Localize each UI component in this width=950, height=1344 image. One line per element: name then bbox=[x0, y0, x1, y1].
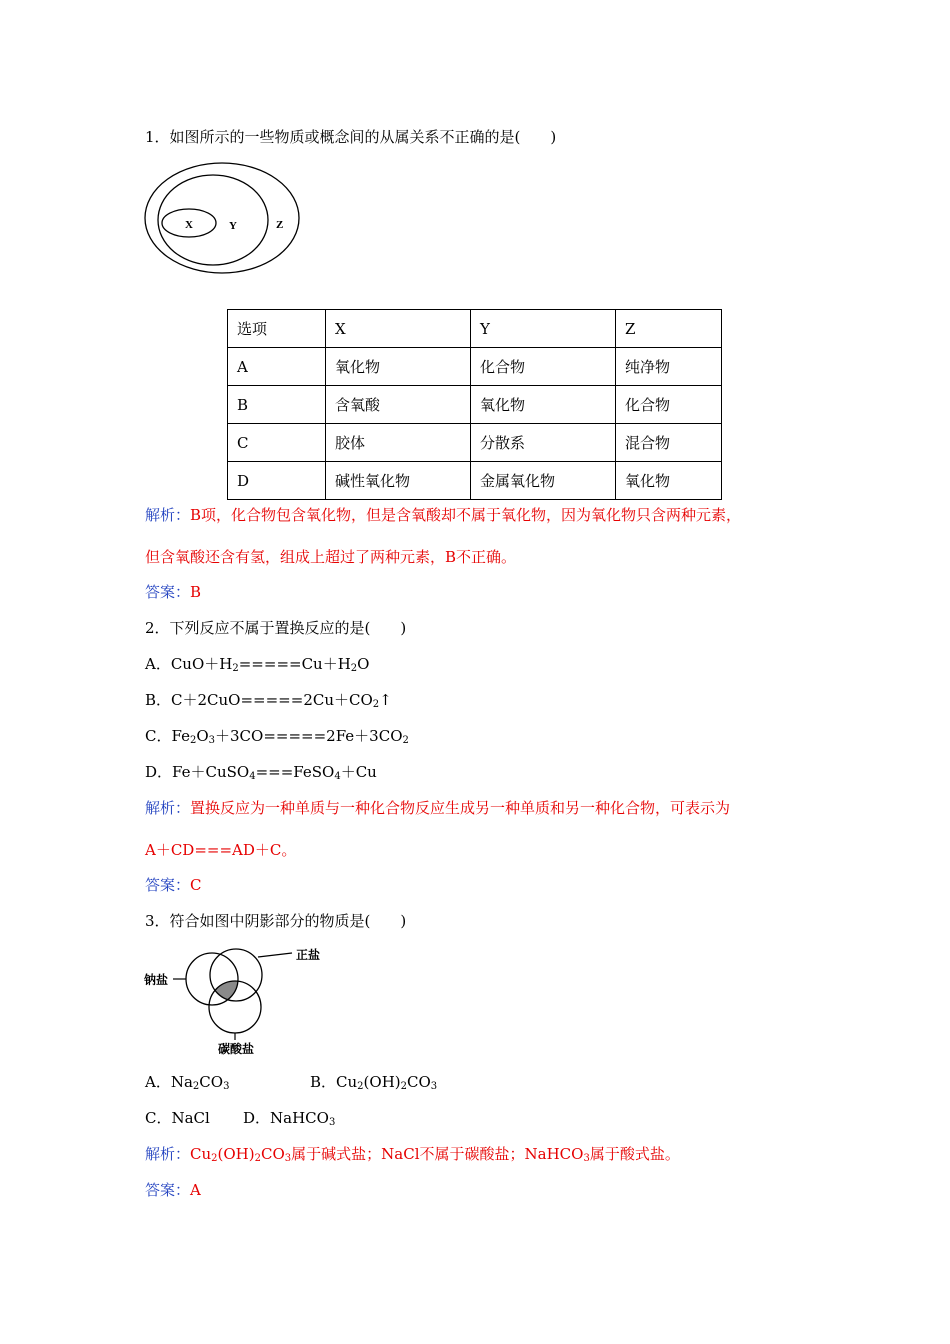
answer-label: 答案： bbox=[145, 1181, 191, 1199]
answer-label: 答案： bbox=[145, 583, 191, 601]
up-arrow-icon: ↑ bbox=[379, 691, 392, 709]
subscript: 2 bbox=[189, 735, 197, 746]
table-row bbox=[228, 424, 722, 462]
option-text: A．CuO＋H bbox=[145, 655, 233, 673]
q3-option-b bbox=[310, 1072, 437, 1097]
table-row bbox=[228, 386, 722, 424]
q2-option-c bbox=[145, 726, 409, 751]
q2-option-b bbox=[145, 690, 392, 715]
table-cell: 氧化物 bbox=[616, 462, 722, 500]
subscript: 3 bbox=[583, 1153, 590, 1164]
table-cell: 金属氧化物 bbox=[471, 462, 616, 500]
q2-option-a bbox=[145, 654, 369, 679]
table-cell: A bbox=[228, 348, 326, 386]
table-cell: 氧化物 bbox=[471, 386, 616, 424]
q2-option-d bbox=[145, 762, 377, 787]
diagram-z-label: Z bbox=[276, 219, 284, 231]
diagram-y-label: Y bbox=[229, 220, 237, 232]
option-text: B．C＋2CuO=====2Cu＋CO bbox=[145, 691, 373, 709]
analysis-text: 置换反应为一种单质与一种化合物反应生成另一种单质和另一种化合物，可表示为 bbox=[190, 799, 731, 817]
q3-option-a bbox=[145, 1072, 229, 1097]
table-row bbox=[228, 348, 722, 386]
q1-analysis-cont: 但含氧酸还含有氢，组成上超过了两种元素，B不正确。 bbox=[145, 548, 517, 566]
q3-answer bbox=[145, 1180, 201, 1200]
table-cell: B bbox=[228, 386, 326, 424]
q2-answer bbox=[145, 875, 202, 895]
answer-value: A bbox=[190, 1181, 201, 1199]
table-cell: 氧化物 bbox=[326, 348, 471, 386]
subscript: 2 bbox=[232, 663, 239, 674]
table-cell: 分散系 bbox=[471, 424, 616, 462]
analysis-label: 解析： bbox=[145, 506, 191, 524]
subscript: 2 bbox=[402, 735, 409, 746]
q2-analysis bbox=[145, 798, 730, 818]
table-header-cell: X bbox=[326, 310, 471, 348]
table-row bbox=[228, 462, 722, 500]
table-cell: 含氧酸 bbox=[326, 386, 471, 424]
options-table bbox=[227, 309, 722, 500]
analysis-part: (OH) bbox=[217, 1145, 255, 1163]
subscript: 3 bbox=[223, 1081, 230, 1092]
venn-diagram bbox=[140, 943, 340, 1059]
subscript: 2 bbox=[357, 1081, 364, 1092]
q1-analysis bbox=[145, 505, 741, 525]
q3-stem: 3．符合如图中阴影部分的物质是( ) bbox=[145, 912, 407, 930]
table-header-cell: Y bbox=[471, 310, 616, 348]
option-text: ===FeSO bbox=[255, 763, 335, 781]
option-text: D．Fe＋CuSO bbox=[145, 763, 250, 781]
analysis-part: Cu bbox=[190, 1145, 212, 1163]
subscript: 2 bbox=[254, 1153, 261, 1164]
subscript: 3 bbox=[328, 1117, 336, 1128]
option-text: CO bbox=[199, 1073, 224, 1091]
analysis-part: 属于碱式盐；NaCl不属于碳酸盐；NaHCO bbox=[291, 1145, 584, 1163]
table-cell: C bbox=[228, 424, 326, 462]
nested-ellipse-diagram bbox=[143, 160, 303, 278]
subscript: 2 bbox=[211, 1153, 218, 1164]
option-text: CO bbox=[407, 1073, 431, 1091]
subscript: 2 bbox=[400, 1081, 408, 1092]
table-cell: D bbox=[228, 462, 326, 500]
venn-label-carbonate: 碳酸盐 bbox=[218, 1042, 255, 1056]
analysis-part: 属于酸式盐。 bbox=[589, 1145, 680, 1163]
table-cell: 碱性氧化物 bbox=[326, 462, 471, 500]
subscript: 3 bbox=[284, 1153, 292, 1164]
analysis-text bbox=[190, 1145, 680, 1163]
subscript: 2 bbox=[372, 699, 380, 710]
option-text: ＋Cu bbox=[340, 763, 377, 781]
subscript: 4 bbox=[334, 771, 341, 782]
option-text: C．Fe bbox=[145, 727, 190, 745]
option-text: O bbox=[196, 727, 209, 745]
q3-analysis bbox=[145, 1144, 680, 1169]
q2-stem: 2．下列反应不属于置换反应的是( ) bbox=[145, 619, 407, 637]
answer-label: 答案： bbox=[145, 876, 191, 894]
q3-option-d bbox=[243, 1108, 335, 1133]
answer-value: C bbox=[190, 876, 202, 894]
q1-stem: 1．如图所示的一些物质或概念间的从属关系不正确的是( ) bbox=[145, 128, 557, 146]
subscript: 4 bbox=[249, 771, 256, 782]
option-text: (OH) bbox=[363, 1073, 401, 1091]
analysis-text: B项，化合物包含氧化物，但是含氧酸却不属于氧化物，因为氧化物只含两种元素， bbox=[190, 506, 742, 524]
q2-analysis-cont: A＋CD===AD＋C。 bbox=[145, 841, 297, 859]
analysis-label: 解析： bbox=[145, 799, 191, 817]
table-cell: 纯净物 bbox=[616, 348, 722, 386]
subscript: 3 bbox=[208, 735, 216, 746]
subscript: 2 bbox=[192, 1081, 200, 1092]
subscript: 3 bbox=[430, 1081, 438, 1092]
option-text: =====Cu＋H bbox=[238, 655, 351, 673]
option-text: O bbox=[357, 655, 370, 673]
venn-label-sodium-salt: 钠盐 bbox=[144, 973, 169, 987]
option-text: ＋3CO=====2Fe＋3CO bbox=[215, 727, 403, 745]
table-header-cell: Z bbox=[616, 310, 722, 348]
analysis-part: CO bbox=[261, 1145, 285, 1163]
option-text: B．Cu bbox=[310, 1073, 358, 1091]
table-header-cell: 选项 bbox=[228, 310, 326, 348]
q1-answer bbox=[145, 582, 201, 602]
table-header-row bbox=[228, 310, 722, 348]
option-text: D．NaHCO bbox=[243, 1109, 329, 1127]
answer-value: B bbox=[190, 583, 202, 601]
diagram-x-label: X bbox=[185, 219, 193, 231]
analysis-label: 解析： bbox=[145, 1145, 191, 1163]
table-cell: 化合物 bbox=[471, 348, 616, 386]
option-text: A．Na bbox=[145, 1073, 193, 1091]
subscript: 2 bbox=[350, 663, 358, 674]
table-cell: 化合物 bbox=[616, 386, 722, 424]
q3-option-c: C．NaCl bbox=[145, 1109, 210, 1127]
table-cell: 胶体 bbox=[326, 424, 471, 462]
venn-label-normal-salt: 正盐 bbox=[296, 948, 321, 962]
table-cell: 混合物 bbox=[616, 424, 722, 462]
